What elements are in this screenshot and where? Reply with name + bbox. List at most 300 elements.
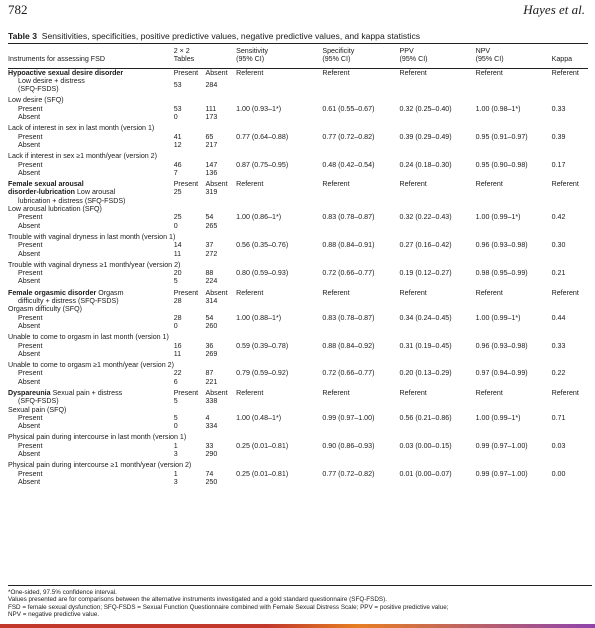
- cell-ppv: 0.01 (0.00–0.07): [399, 469, 452, 478]
- cell-c1: 28: [173, 297, 182, 306]
- cell-kappa: 0.71: [551, 413, 566, 422]
- cell-c2: 87: [205, 369, 214, 378]
- cell-c2: 224: [205, 277, 218, 286]
- cell-sens: 0.56 (0.35–0.76): [236, 241, 289, 250]
- cell-c2: 136: [205, 168, 218, 177]
- table-row: [8, 386, 588, 397]
- cell-kappa: [552, 205, 588, 213]
- cell-c2: [205, 93, 236, 104]
- cell-ppv: Referent: [399, 288, 427, 297]
- row-label: Female sexual arousal: [8, 180, 84, 189]
- cell-sens: [236, 305, 322, 313]
- cell-spec: [322, 258, 399, 269]
- cell-spec: [322, 93, 399, 104]
- row-label: Present: [18, 341, 43, 350]
- row-label: Absent: [18, 477, 41, 486]
- row-label: Absent: [18, 321, 41, 330]
- cell-c2: Absent: [205, 388, 228, 397]
- row-label: Low desire (SFQ): [8, 96, 64, 105]
- cell-c1: [174, 305, 206, 313]
- cell-spec: 0.83 (0.78–0.87): [322, 313, 375, 322]
- cell-c2: 250: [205, 477, 218, 486]
- cell-npv: 0.96 (0.93–0.98): [475, 241, 528, 250]
- cell-npv: Referent: [475, 288, 503, 297]
- cell-kappa: [552, 121, 588, 132]
- cell-npv: 0.96 (0.93–0.98): [475, 341, 528, 350]
- cell-spec: [322, 430, 399, 441]
- cell-ppv: 0.27 (0.16–0.42): [399, 241, 452, 250]
- cell-spec: [322, 121, 399, 132]
- cell-spec: [322, 458, 399, 469]
- cell-kappa: 0.17: [551, 160, 566, 169]
- header-sensitivity: Sensitivity (95% CI): [236, 47, 269, 64]
- cell-npv: [476, 197, 552, 205]
- cell-c1: 25: [173, 213, 182, 222]
- header-instrument: Instruments for assessing FSD: [8, 55, 105, 64]
- cell-c2: 290: [205, 450, 218, 459]
- cell-npv: [476, 478, 552, 486]
- cell-spec: [322, 250, 399, 258]
- cell-sens: [236, 197, 322, 205]
- cell-c2: [205, 458, 236, 469]
- cell-ppv: [400, 450, 476, 458]
- cell-spec: [322, 330, 399, 341]
- row-label: Absent: [18, 168, 41, 177]
- cell-c2: 314: [205, 297, 218, 306]
- cell-ppv: [400, 250, 476, 258]
- cell-kappa: [552, 358, 588, 369]
- table-row: [8, 213, 588, 221]
- cell-sens: [236, 205, 322, 213]
- cell-ppv: [400, 169, 476, 177]
- cell-c2: 284: [205, 81, 218, 90]
- table-row: [8, 358, 588, 369]
- row-label: Low desire + distress (SFQ-FSDS): [18, 76, 85, 94]
- row-label: Absent: [18, 249, 41, 258]
- cell-npv: 0.97 (0.94–0.99): [475, 369, 528, 378]
- cell-sens: [236, 169, 322, 177]
- cell-npv: [476, 358, 552, 369]
- row-label: Physical pain during intercourse ≥1 month/year (version 2): [8, 461, 192, 470]
- cell-ppv: [400, 230, 476, 241]
- row-label: Absent: [18, 140, 41, 149]
- cell-ppv: 0.24 (0.18–0.30): [399, 160, 452, 169]
- cell-c2: 88: [205, 269, 214, 278]
- cell-c1: 11: [173, 349, 182, 358]
- cell-ppv: [400, 149, 476, 160]
- table-header: [8, 42, 588, 69]
- cell-npv: [476, 397, 552, 405]
- cell-spec: [322, 478, 399, 486]
- cell-sens: [236, 322, 322, 330]
- cell-c1: [174, 230, 206, 241]
- cell-kappa: Referent: [551, 68, 579, 77]
- cell-kappa: Referent: [551, 388, 579, 397]
- cell-ppv: [400, 458, 476, 469]
- cell-c1: 1: [173, 441, 178, 450]
- cell-c2: 4: [205, 413, 210, 422]
- cell-ppv: [400, 277, 476, 285]
- cell-c2: 265: [205, 221, 218, 230]
- cell-ppv: [400, 322, 476, 330]
- table-row: [8, 197, 588, 205]
- cell-sens: [236, 397, 322, 405]
- cell-kappa: [552, 458, 588, 469]
- cell-ppv: 0.19 (0.12–0.27): [399, 269, 452, 278]
- running-head: Hayes et al.: [523, 2, 585, 17]
- row-label: lubrication + distress (SFQ-FSDS): [18, 196, 126, 205]
- table-row: [8, 222, 588, 230]
- cell-npv: [476, 222, 552, 230]
- cell-ppv: [400, 113, 476, 121]
- cell-spec: [322, 397, 399, 405]
- table-row: [8, 133, 588, 141]
- cell-sens: Referent: [236, 288, 264, 297]
- cell-spec: [322, 322, 399, 330]
- cell-kappa: [552, 93, 588, 104]
- cell-c1: 3: [173, 450, 178, 459]
- cell-npv: [476, 77, 552, 94]
- cell-kappa: 0.00: [551, 469, 566, 478]
- table-row: [8, 269, 588, 277]
- cell-npv: [476, 149, 552, 160]
- cell-ppv: Referent: [399, 180, 427, 189]
- cell-npv: 1.00 (0.99–1*): [475, 213, 521, 222]
- cell-sens: [236, 230, 322, 241]
- cell-sens: [236, 297, 322, 305]
- cell-sens: 1.00 (0.93–1*): [236, 104, 282, 113]
- header-npv: NPV (95% CI): [475, 47, 504, 64]
- footnote: NPV = negative predictive value.: [8, 611, 100, 619]
- cell-kappa: 0.03: [551, 441, 566, 450]
- table-row: [8, 121, 588, 132]
- row-label: Sexual pain (SFQ): [8, 405, 67, 414]
- data-table: [8, 42, 588, 486]
- cell-npv: [476, 305, 552, 313]
- cell-c2: Absent: [205, 180, 228, 189]
- cell-spec: [322, 149, 399, 160]
- cell-c2: 65: [205, 132, 214, 141]
- cell-ppv: [400, 258, 476, 269]
- cell-c2: [205, 205, 236, 213]
- cell-ppv: [400, 330, 476, 341]
- cell-npv: [476, 322, 552, 330]
- cell-npv: 1.00 (0.99–1*): [475, 413, 521, 422]
- table-row: [8, 93, 588, 104]
- cell-npv: [476, 113, 552, 121]
- cell-c2: 54: [205, 213, 214, 222]
- row-label: Trouble with vaginal dryness ≥1 month/year (version 2): [8, 260, 181, 269]
- table-row: [8, 141, 588, 149]
- cell-sens: Referent: [236, 180, 264, 189]
- cell-npv: [476, 277, 552, 285]
- cell-spec: 0.77 (0.72–0.82): [322, 132, 375, 141]
- cell-c1: 16: [173, 341, 182, 350]
- cell-spec: [322, 450, 399, 458]
- cell-c2: [205, 149, 236, 160]
- table-row: [8, 397, 588, 405]
- cell-c2: Absent: [205, 288, 228, 297]
- cell-sens: 0.25 (0.01–0.81): [236, 441, 289, 450]
- cell-ppv: 0.56 (0.21–0.86): [399, 413, 452, 422]
- row-label: Physical pain during intercourse in last month (version 1): [8, 433, 187, 442]
- cell-ppv: 0.32 (0.22–0.43): [399, 213, 452, 222]
- cell-ppv: [400, 121, 476, 132]
- cell-spec: [322, 169, 399, 177]
- cell-sens: 0.59 (0.39–0.78): [236, 341, 289, 350]
- cell-kappa: [552, 297, 588, 305]
- cell-npv: [476, 458, 552, 469]
- cell-kappa: [552, 258, 588, 269]
- cell-sens: 0.25 (0.01–0.81): [236, 469, 289, 478]
- cell-c2: 269: [205, 349, 218, 358]
- cell-c1: 22: [173, 369, 182, 378]
- cell-c1: 5: [173, 397, 178, 406]
- cell-ppv: [400, 478, 476, 486]
- table-row: [8, 314, 588, 322]
- cell-kappa: Referent: [551, 180, 579, 189]
- cell-kappa: [552, 77, 588, 94]
- cell-kappa: [552, 277, 588, 285]
- cell-npv: [476, 450, 552, 458]
- cell-c1: 41: [173, 132, 182, 141]
- cell-ppv: 0.03 (0.00–0.15): [399, 441, 452, 450]
- cell-ppv: 0.20 (0.13–0.29): [399, 369, 452, 378]
- cell-ppv: [400, 406, 476, 414]
- cell-c2: 147: [205, 160, 218, 169]
- cell-sens: [236, 422, 322, 430]
- cell-sens: [236, 141, 322, 149]
- cell-npv: [476, 350, 552, 358]
- cell-ppv: [400, 358, 476, 369]
- cell-sens: [236, 458, 322, 469]
- cell-c1: 11: [173, 249, 182, 258]
- table-label: Table 3: [8, 31, 37, 41]
- table-row: [8, 458, 588, 469]
- cell-spec: [322, 297, 399, 305]
- cell-c2: Absent: [205, 68, 228, 77]
- cell-kappa: 0.39: [551, 132, 566, 141]
- table-row: [8, 113, 588, 121]
- footnote: *One-sided, 97.5% confidence interval.: [8, 589, 117, 596]
- row-label: Low arousal lubrication (SFQ): [8, 205, 102, 214]
- cell-c1: [174, 406, 206, 414]
- cell-kappa: 0.33: [551, 104, 566, 113]
- row-label: Present: [18, 241, 43, 250]
- cell-npv: [476, 422, 552, 430]
- cell-kappa: [552, 222, 588, 230]
- cell-npv: [476, 297, 552, 305]
- cell-spec: [322, 406, 399, 414]
- cell-ppv: Referent: [399, 388, 427, 397]
- cell-npv: [476, 430, 552, 441]
- cell-kappa: [552, 430, 588, 441]
- row-label: Absent: [18, 377, 41, 386]
- cell-spec: [322, 422, 399, 430]
- row-label: Absent: [18, 113, 41, 122]
- cell-ppv: Referent: [399, 68, 427, 77]
- cell-npv: 0.98 (0.95–0.99): [475, 269, 528, 278]
- row-label: Dyspareunia Sexual pain + distress: [8, 388, 123, 397]
- cell-kappa: [552, 149, 588, 160]
- cell-c2: 74: [205, 469, 214, 478]
- cell-sens: [236, 430, 322, 441]
- table-row: [8, 422, 588, 430]
- cell-c1: 0: [173, 321, 178, 330]
- table-row: [8, 149, 588, 160]
- cell-kappa: [552, 250, 588, 258]
- row-label: Hypoactive sexual desire disorder: [8, 68, 124, 77]
- cell-ppv: [400, 430, 476, 441]
- cell-kappa: 0.22: [551, 369, 566, 378]
- cell-ppv: [400, 205, 476, 213]
- table-caption: [8, 31, 588, 41]
- cell-npv: [476, 205, 552, 213]
- cell-spec: [322, 305, 399, 313]
- row-label: Present: [18, 132, 43, 141]
- table-footnotes: [8, 585, 592, 619]
- cell-sens: 0.77 (0.64–0.88): [236, 132, 289, 141]
- cell-c1: Present: [173, 388, 199, 397]
- cell-c2: 272: [205, 249, 218, 258]
- cell-kappa: 0.42: [551, 213, 566, 222]
- row-label: Absent: [18, 221, 41, 230]
- cell-c1: 0: [173, 221, 178, 230]
- cell-c2: [205, 330, 236, 341]
- cell-c1: 14: [173, 241, 182, 250]
- cell-c2: [205, 406, 236, 414]
- row-label: Unable to come to orgasm ≥1 month/year (version 2): [8, 361, 174, 370]
- row-label: Present: [18, 160, 43, 169]
- cell-kappa: [552, 350, 588, 358]
- cell-npv: 0.99 (0.97–1.00): [475, 441, 528, 450]
- cell-kappa: 0.21: [551, 269, 566, 278]
- cell-spec: 0.88 (0.84–0.92): [322, 341, 375, 350]
- cell-sens: [236, 277, 322, 285]
- cell-sens: [236, 149, 322, 160]
- cell-sens: [236, 222, 322, 230]
- row-label: Female orgasmic disorder Orgasm: [8, 288, 124, 297]
- row-label: Orgasm difficulty (SFQ): [8, 305, 82, 314]
- cell-npv: 1.00 (0.99–1*): [475, 313, 521, 322]
- cell-kappa: [552, 322, 588, 330]
- cell-npv: [476, 141, 552, 149]
- cell-spec: 0.72 (0.66–0.77): [322, 269, 375, 278]
- cell-npv: [476, 330, 552, 341]
- cell-spec: [322, 277, 399, 285]
- cell-sens: Referent: [236, 68, 264, 77]
- cell-sens: 1.00 (0.88–1*): [236, 313, 282, 322]
- footnote: FSD = female sexual dysfunction; SFQ-FSDS = Sexual Function Questionnaire combined with Female Sexual Distress Scale; PPV = positive predictive value;: [8, 603, 449, 611]
- cell-sens: [236, 250, 322, 258]
- cell-npv: Referent: [475, 180, 503, 189]
- cell-c1: 28: [173, 313, 182, 322]
- table-row: [8, 241, 588, 249]
- cell-npv: Referent: [475, 68, 503, 77]
- cell-sens: [236, 258, 322, 269]
- cell-kappa: [552, 378, 588, 386]
- row-label: Present: [18, 313, 43, 322]
- cell-c1: 25: [173, 188, 182, 197]
- cell-spec: [322, 188, 399, 196]
- header-kappa: Kappa: [551, 55, 573, 64]
- table-row: [8, 305, 588, 313]
- cell-spec: Referent: [322, 288, 350, 297]
- table-row: [8, 342, 588, 350]
- cell-spec: 0.88 (0.84–0.91): [322, 241, 375, 250]
- table-row: [8, 430, 588, 441]
- table-row: [8, 286, 588, 297]
- table-body: [8, 69, 588, 487]
- cell-spec: 0.48 (0.42–0.54): [322, 160, 375, 169]
- cell-c2: 173: [205, 113, 218, 122]
- cell-c1: Present: [173, 288, 199, 297]
- cell-c1: 53: [173, 81, 182, 90]
- cell-c1: 46: [173, 160, 182, 169]
- cell-ppv: [400, 197, 476, 205]
- cell-ppv: 0.32 (0.25–0.40): [399, 104, 452, 113]
- cell-c1: [174, 149, 206, 160]
- cell-ppv: [400, 222, 476, 230]
- row-label: Absent: [18, 422, 41, 431]
- cell-ppv: [400, 141, 476, 149]
- header-specificity: Specificity (95% CI): [322, 47, 355, 64]
- row-label: Present: [18, 441, 43, 450]
- table-row: [8, 297, 588, 305]
- cell-c2: 54: [205, 313, 214, 322]
- cell-kappa: [552, 197, 588, 205]
- cell-spec: 0.72 (0.66–0.77): [322, 369, 375, 378]
- table-row: [8, 330, 588, 341]
- cell-c2: 334: [205, 422, 218, 431]
- row-label: disorder-lubrication Low arousal: [8, 188, 116, 197]
- cell-npv: [476, 250, 552, 258]
- page-number: 782: [8, 2, 28, 17]
- row-label: Absent: [18, 277, 41, 286]
- cell-c1: 3: [173, 477, 178, 486]
- cell-c1: 53: [173, 104, 182, 113]
- cell-sens: [236, 450, 322, 458]
- table-row: [8, 478, 588, 486]
- cell-sens: [236, 93, 322, 104]
- row-label: Unable to come to orgasm in last month (version 1): [8, 333, 169, 342]
- cell-c2: [205, 121, 236, 132]
- cell-sens: [236, 113, 322, 121]
- cell-c2: [205, 358, 236, 369]
- cell-kappa: [552, 478, 588, 486]
- table-row: [8, 277, 588, 285]
- cell-ppv: [400, 297, 476, 305]
- cell-c2: 260: [205, 321, 218, 330]
- table-row: [8, 350, 588, 358]
- cell-c2: [205, 430, 236, 441]
- cell-spec: [322, 197, 399, 205]
- cell-c2: 111: [205, 104, 217, 113]
- row-label: (SFQ-FSDS): [18, 397, 59, 406]
- cell-spec: [322, 230, 399, 241]
- cell-ppv: 0.34 (0.24–0.45): [399, 313, 452, 322]
- page-bottom-bar: [0, 624, 595, 628]
- row-label: Present: [18, 104, 43, 113]
- cell-c1: 20: [173, 269, 182, 278]
- cell-sens: [236, 378, 322, 386]
- table-row: [8, 470, 588, 478]
- cell-c1: 0: [173, 422, 178, 431]
- footnote: Values presented are for comparisons between the alternative instruments investigated and a gold standard questionnaire (SFQ-FSDS).: [8, 596, 387, 604]
- table-row: [8, 161, 588, 169]
- cell-c2: 37: [205, 241, 214, 250]
- cell-c1: 12: [173, 140, 182, 149]
